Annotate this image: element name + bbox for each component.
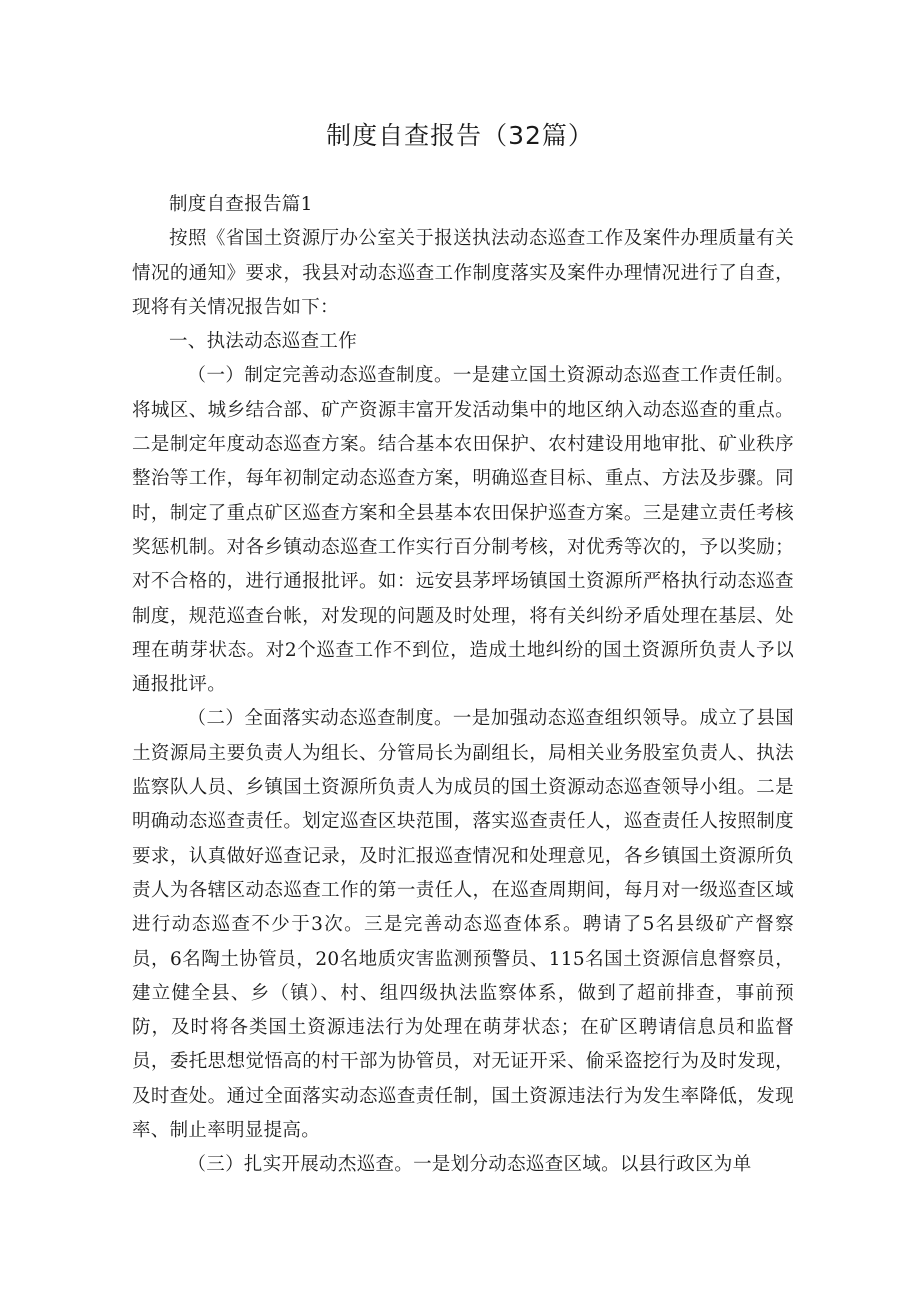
paragraph-section-3: （三）扎实开展动杰巡查。一是划分动态巡查区域。以县行政区为单 [187,1154,752,1176]
paragraph-section-2: （二）全面落实动态巡查制度。一是加强动态巡查组织领导。成立了县国土资源局主要负责人为组长、分管局长为副组长，局相关业务股室负责人、执法监察队人员、乡镇国土资源所负责人为成员的国土资源动态巡查领导小组。二是明确动态巡查责任。划定巡查区块范围，落实巡查责任人，巡查责任人按照制度要求，认真做好巡查记录，及时汇报巡查情况和处理意见，各乡镇国土资源所负责人为各辖区动态巡查工作的第一责任人，在巡查周期间，每月对一级巡查区域进行动态巡查不少于3次。三是完善动态巡查体系。聘请了5名县级矿产督察员，6名陶土协管员，20名地质灾害监测预警员、115名国土资源信息督察员，建立健全县、乡（镇）、村、组四级执法监察体系，做到了超前排查，事前预防，及时将各类国土资源违法行为处理在萌芽状态；在矿区聘请信息员和监督员，委托思想觉悟高的村干部为协管员，对无证开采、偷采盗挖行为及时发现，及时查处。通过全面落实动态巡查责任制，国土资源违法行为发生率降低，发现率、制止率明显提高。 [132,708,794,1142]
paragraph-intro: 按照《省国土资源厅办公室关于报送执法动态巡查工作及案件办理质量有关情况的通知》要求，我县对动态巡查工作制度落实及案件办理情况进行了自查，现将有关情况报告如下： [132,228,794,318]
section-title: 制度自查报告篇1 [169,194,313,215]
document-body [132,188,794,1183]
heading-enforcement-patrol: 一、执法动态巡查工作 [169,331,358,353]
paragraph-section-1: （一）制定完善动态巡查制度。一是建立国土资源动态巡查工作责任制。将城区、城乡结合部、矿产资源丰富开发活动集中的地区纳入动态巡查的重点。二是制定年度动态巡查方案。结合基本农田保护、农村建设用地审批、矿业秩序整治等工作，每年初制定动态巡查方案，明确巡查目标、重点、方法及步骤。同时，制定了重点矿区巡查方案和全县基本农田保护巡查方案。三是建立责任考核奖惩机制。对各乡镇动态巡查工作实行百分制考核，对优秀等次的，予以奖励；对不合格的，进行通报批评。如：远安县茅坪场镇国土资源所严格执行动态巡查制度，规范巡查台帐，对发现的问题及时处理，将有关纠纷矛盾处理在基层、处理在萌芽状态。对2个巡查工作不到位，造成土地纠纷的国土资源所负责人予以通报批评。 [132,365,794,696]
document-title: 制度自查报告（32篇） [326,121,594,150]
